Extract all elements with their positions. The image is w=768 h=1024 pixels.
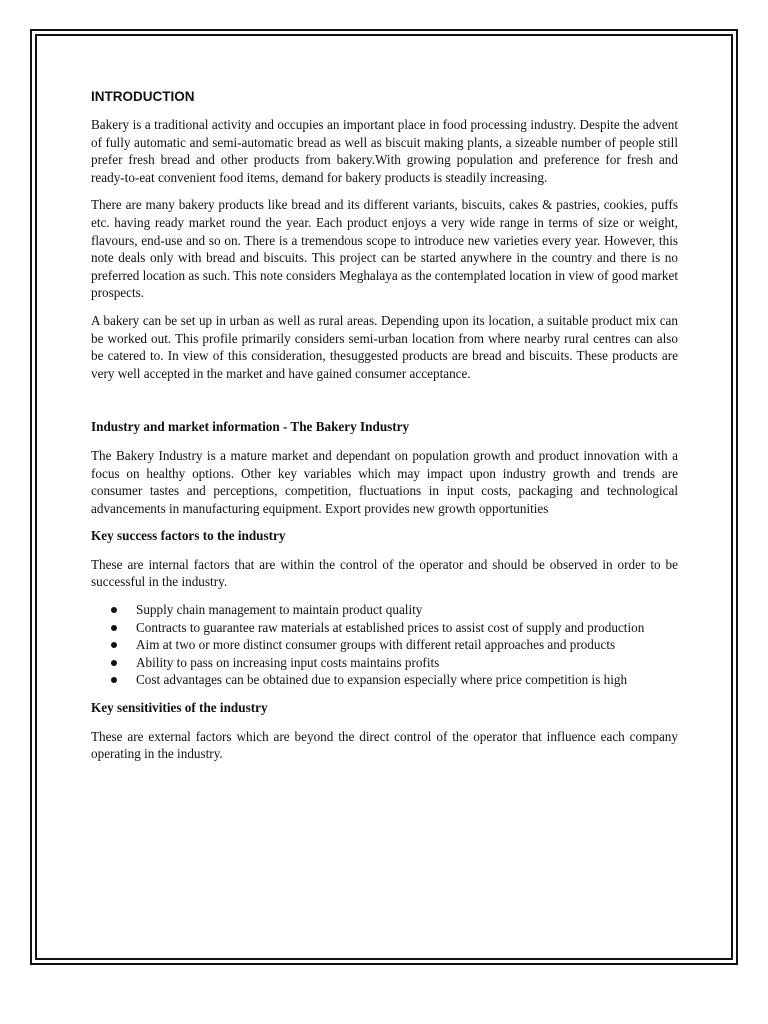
list-item: Ability to pass on increasing input costs maintains profits (136, 654, 678, 672)
success-factors-heading: Key success factors to the industry (91, 528, 286, 544)
intro-paragraph-2: There are many bakery products like bread and its different variants, biscuits, cakes & pastries, cookies, puffs etc. having ready market round the year. Each product enjoys a very wide range in terms of size or weight, flavours, end-use and so on. There is a tremendous scope to introduce new varieties every year. However, this note deals only with bread and biscuits. This project can be started anywhere in the country and there is no preferred location as such. This note considers Meghalaya as the contemplated location in view of good market prospects. (91, 197, 678, 301)
list-item: Contracts to guarantee raw materials at established prices to assist cost of supply and production (136, 619, 678, 637)
sensitivities-heading: Key sensitivities of the industry (91, 700, 268, 716)
success-factors-list (91, 601, 678, 689)
list-item: Supply chain management to maintain product quality (136, 601, 678, 619)
introduction-heading: INTRODUCTION (91, 89, 195, 104)
success-factors-paragraph: These are internal factors that are within the control of the operator and should be observed in order to be successful in the industry. (91, 556, 678, 590)
industry-paragraph: The Bakery Industry is a mature market and dependant on population growth and product innovation with a focus on healthy options. Other key variables which may impact upon industry growth and trends are consumer tastes and perceptions, competition, fluctuations in input costs, packaging and technological advancements in manufacturing equipment. Export provides new growth opportunities (91, 447, 678, 516)
document-body (91, 88, 678, 763)
intro-paragraph-3: A bakery can be set up in urban as well as rural areas. Depending upon its location, a suitable product mix can be worked out. This profile primarily considers semi-urban location from where nearby rural centres can also be catered to. In view of this consideration, thesuggested products are bread and biscuits. These products are very well accepted in the market and have gained consumer acceptance. (91, 312, 678, 381)
intro-paragraph-1: Bakery is a traditional activity and occupies an important place in food processing industry. Despite the advent of fully automatic and semi-automatic bread as well as biscuit making plants, a sizeable number of people still prefer fresh bread and other products from bakery.With growing population and preference for fresh and ready-to-eat convenient food items, demand for bakery products is steadily increasing. (91, 117, 678, 185)
industry-heading: Industry and market information - The Bakery Industry (91, 419, 410, 435)
list-item: Aim at two or more distinct consumer groups with different retail approaches and products (136, 636, 678, 654)
list-item: Cost advantages can be obtained due to expansion especially where price competition is high (136, 671, 678, 689)
sensitivities-paragraph: These are external factors which are beyond the direct control of the operator that influence each company operating in the industry. (91, 728, 678, 762)
